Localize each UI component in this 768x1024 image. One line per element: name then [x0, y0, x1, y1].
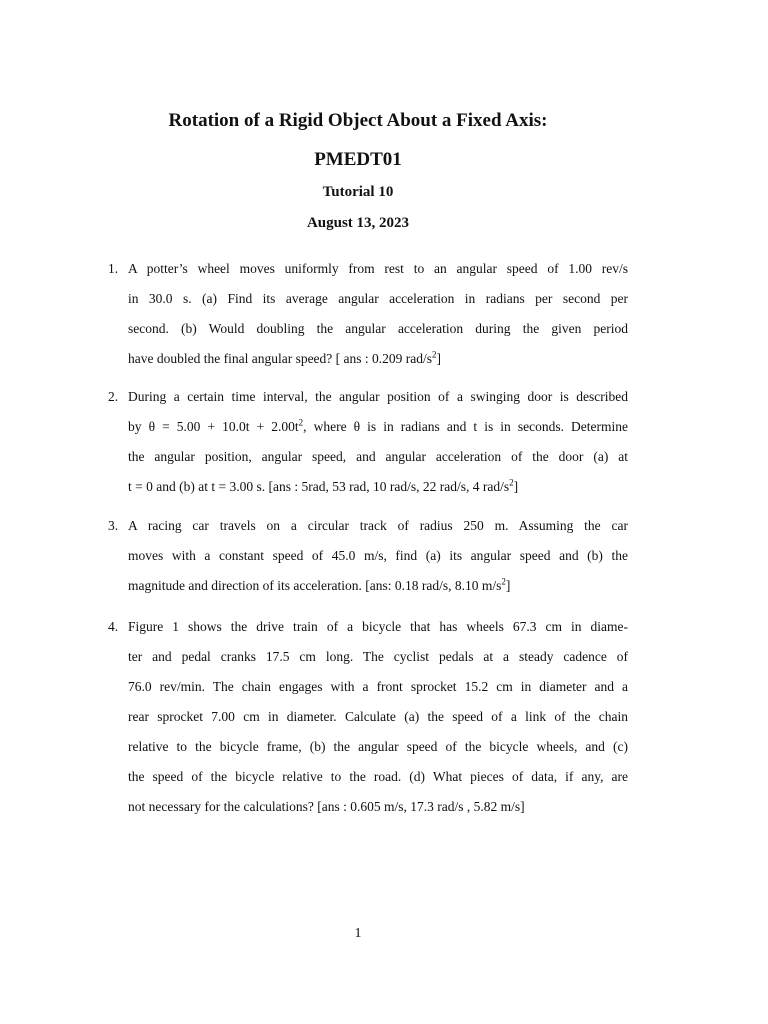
page-number: 1 — [354, 926, 362, 941]
tutorial-label: Tutorial 10 — [322, 184, 394, 200]
exponent: 2 — [501, 576, 506, 587]
question-line: in 30.0 s. (a) Find its average angular acceleration in radians per second per — [128, 291, 628, 306]
document-date: August 13, 2023 — [306, 215, 410, 231]
question-line — [128, 412, 628, 442]
bracket: ] — [505, 578, 511, 593]
question-1 — [108, 254, 628, 374]
question-line: During a certain time interval, the angular position of a swinging door is described — [128, 389, 628, 404]
question-line: the angular position, angular speed, and angular acceleration of the door (a) at — [128, 449, 628, 464]
page-title: Rotation of a Rigid Object About a Fixed Axis: — [168, 110, 548, 131]
exponent: 2 — [298, 417, 304, 428]
question-line: relative to the bicycle frame, (b) the angular speed of the bicycle wheels, and (c) — [128, 739, 628, 754]
course-code: PMEDT01 — [314, 149, 402, 170]
question-line: second. (b) Would doubling the angular acceleration during the given period — [128, 321, 628, 336]
question-line: rear sprocket 7.00 cm in diameter. Calculate (a) the speed of a link of the chain — [128, 709, 628, 724]
equation-tail: , where θ is in radians and t is in seconds. Determine — [303, 419, 628, 434]
question-line: Figure 1 shows the drive train of a bicycle that has wheels 67.3 cm in diame- — [128, 619, 628, 634]
bracket: ] — [436, 351, 442, 366]
question-number: 4. — [108, 619, 119, 634]
bracket: ] — [513, 479, 519, 494]
question-line — [128, 472, 628, 502]
question-4 — [108, 612, 628, 822]
question-3 — [108, 511, 628, 601]
question-line: A potter’s wheel moves uniformly from rest to an angular speed of 1.00 rev/s — [128, 261, 628, 276]
question-number: 2. — [108, 389, 119, 404]
question-line: moves with a constant speed of 45.0 m/s, find (a) its angular speed and (b) the — [128, 548, 628, 563]
question-line: not necessary for the calculations? [ans : 0.605 m/s, 17.3 rad/s , 5.82 m/s] — [128, 799, 525, 814]
answer-text: magnitude and direction of its acceleration. [ans: 0.18 rad/s, 8.10 m/s — [128, 578, 502, 593]
answer-text: have doubled the final angular speed? [ ans : 0.209 rad/s — [128, 351, 433, 366]
question-2 — [108, 382, 628, 502]
question-number: 1. — [108, 261, 119, 276]
question-line: the speed of the bicycle relative to the road. (d) What pieces of data, if any, are — [128, 769, 628, 784]
question-number: 3. — [108, 518, 119, 533]
question-line — [128, 571, 628, 601]
question-line: ter and pedal cranks 17.5 cm long. The cyclist pedals at a steady cadence of — [128, 649, 628, 664]
question-line: A racing car travels on a circular track of radius 250 m. Assuming the car — [128, 518, 628, 533]
answer-text: t = 0 and (b) at t = 3.00 s. [ans : 5rad, 53 rad, 10 rad/s, 22 rad/s, 4 rad/s — [128, 479, 510, 494]
exponent: 2 — [432, 349, 437, 360]
equation-text: by θ = 5.00 + 10.0t + 2.00t — [128, 419, 299, 434]
question-line — [128, 344, 628, 374]
question-line: 76.0 rev/min. The chain engages with a front sprocket 15.2 cm in diameter and a — [128, 679, 628, 694]
exponent: 2 — [509, 477, 514, 488]
